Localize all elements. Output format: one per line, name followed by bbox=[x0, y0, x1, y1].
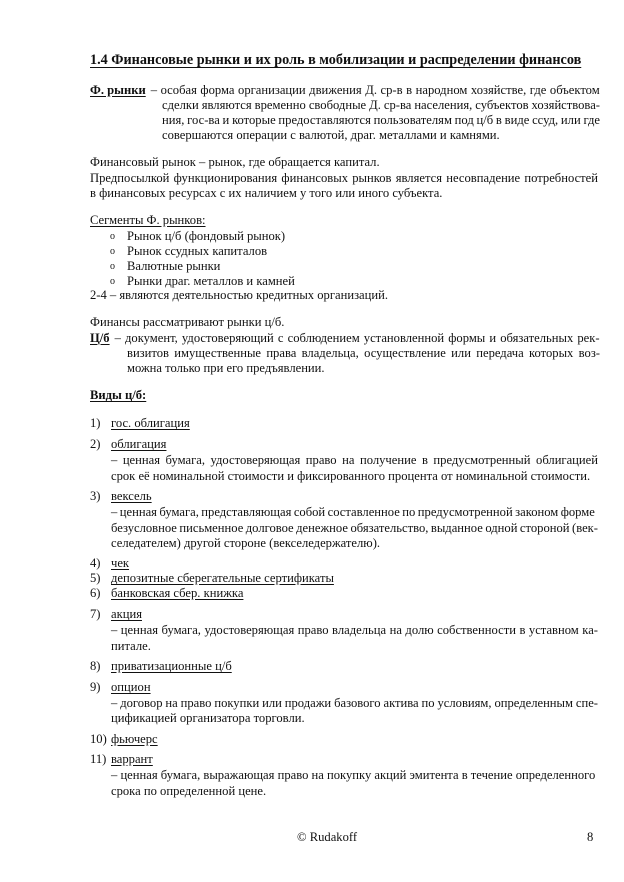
list-item bbox=[90, 607, 142, 622]
bullet-icon: o bbox=[110, 231, 115, 242]
item-name: приватизационные ц/б bbox=[111, 659, 232, 673]
footer-copyright: © Rudakoff bbox=[297, 830, 358, 844]
premise-line: Предпосылкой функционирования финансовых рынков является несовпадение потребностей bbox=[90, 171, 598, 185]
premise-line: в финансовых ресурсах с их наличием у того или иного субъекта. bbox=[90, 186, 443, 200]
list-item bbox=[90, 437, 166, 452]
item-number: 11) bbox=[90, 752, 107, 766]
finance-note: Финансы рассматривают рынки ц/б. bbox=[90, 315, 285, 329]
item-number: 6) bbox=[90, 586, 101, 600]
list-item bbox=[90, 571, 334, 586]
term: Ц/б bbox=[90, 331, 110, 345]
item-name: облигация bbox=[111, 437, 167, 451]
item-name: банковская сбер. книжка bbox=[111, 586, 244, 600]
definition-first-row bbox=[90, 331, 600, 346]
segment-item: Рынок ц/б (фондовый рынок) bbox=[127, 229, 286, 243]
item-name: депозитные сберегательные сертификаты bbox=[111, 571, 334, 585]
definition-line: визитов имущественные права владельца, осуществление или передача которых воз- bbox=[127, 346, 600, 360]
list-item bbox=[90, 586, 243, 601]
bullet-icon: o bbox=[110, 246, 115, 257]
item-desc: срока по определенной цене. bbox=[111, 784, 267, 798]
item-number: 2) bbox=[90, 437, 101, 451]
list-item bbox=[90, 680, 151, 695]
bullet-icon: o bbox=[110, 276, 115, 287]
item-name: гос. облигация bbox=[111, 416, 190, 430]
item-name: вексель bbox=[111, 489, 152, 503]
page-title: 1.4 Финансовые рынки и их роль в мобилизации и распределении финансов bbox=[90, 52, 582, 68]
definition-line: сделки являются временно свободные Д. ср-ва населения, субъектов хозяйствова- bbox=[162, 98, 600, 112]
definition-line: – документ, удостоверяющий с соблюдением установленной формы и обязательных рек- bbox=[114, 331, 600, 345]
item-number: 8) bbox=[90, 659, 101, 673]
item-desc: срок её номинальной стоимости и фиксированного процента от номинальной стоимости. bbox=[111, 469, 591, 483]
item-name: варрант bbox=[111, 752, 153, 766]
item-number: 9) bbox=[90, 680, 101, 694]
definition-first-row bbox=[90, 83, 600, 98]
item-desc: питале. bbox=[111, 639, 151, 653]
item-number: 10) bbox=[90, 732, 107, 746]
definition-line: можна только при его предъявлении. bbox=[127, 361, 325, 375]
definition-line: ния, гос-ва и которые предоставляются пользователям под ц/б в виде ссуд, или где bbox=[162, 113, 600, 127]
definition-line: – особая форма организации движения Д. ср-в в народном хозяйстве, где объектом bbox=[150, 83, 600, 97]
item-desc: селедателем) другой стороне (векселедержателю). bbox=[111, 536, 381, 550]
item-number: 3) bbox=[90, 489, 101, 503]
item-desc: – ценная бумага, выражающая право на покупку акций эмитента в течение определенного bbox=[111, 768, 596, 782]
item-name: акция bbox=[111, 607, 142, 621]
page-number: 8 bbox=[587, 830, 594, 844]
definition-line: совершаются операции с валютой, драг. металлами и камнями. bbox=[162, 128, 500, 142]
segments-heading: Сегменты Ф. рынков: bbox=[90, 213, 206, 227]
term: Ф. рынки bbox=[90, 83, 146, 97]
segment-item: Валютные рынки bbox=[127, 259, 221, 273]
financial-market-text: Финансовый рынок – рынок, где обращается капитал. bbox=[90, 155, 380, 169]
types-heading: Виды ц/б: bbox=[90, 388, 147, 402]
list-item bbox=[90, 752, 153, 767]
list-item bbox=[90, 489, 152, 504]
item-number: 1) bbox=[90, 416, 101, 430]
item-desc: безусловное письменное долговое денежное обязательство, выданное одной стороной (век- bbox=[111, 521, 598, 535]
list-item bbox=[90, 556, 129, 571]
item-desc: – ценная бумага, удостоверяющая право на получение в предусмотренный облигацией bbox=[111, 453, 598, 467]
item-name: опцион bbox=[111, 680, 151, 694]
item-number: 4) bbox=[90, 556, 101, 570]
segment-item: Рынок ссудных капиталов bbox=[127, 244, 268, 258]
bullet-icon: o bbox=[110, 261, 115, 272]
segments-note: 2-4 – являются деятельностью кредитных организаций. bbox=[90, 288, 389, 302]
segment-item: Рынки драг. металлов и камней bbox=[127, 274, 295, 288]
list-item bbox=[90, 659, 232, 674]
list-item bbox=[90, 416, 190, 431]
item-number: 7) bbox=[90, 607, 101, 621]
item-desc: – ценная бумага, представляющая собой составленное по предусмотренной законом форме bbox=[111, 505, 595, 519]
item-desc: цификацией организатора торговли. bbox=[111, 711, 305, 725]
item-desc: – договор на право покупки или продажи базового актива по условиям, определенным спе- bbox=[111, 696, 598, 710]
item-desc: – ценная бумага, удостоверяющая право владельца на долю собственности в уставном ка- bbox=[111, 623, 598, 637]
item-name: фьючерс bbox=[111, 732, 158, 746]
item-number: 5) bbox=[90, 571, 101, 585]
item-name: чек bbox=[111, 556, 130, 570]
list-item bbox=[90, 732, 158, 747]
